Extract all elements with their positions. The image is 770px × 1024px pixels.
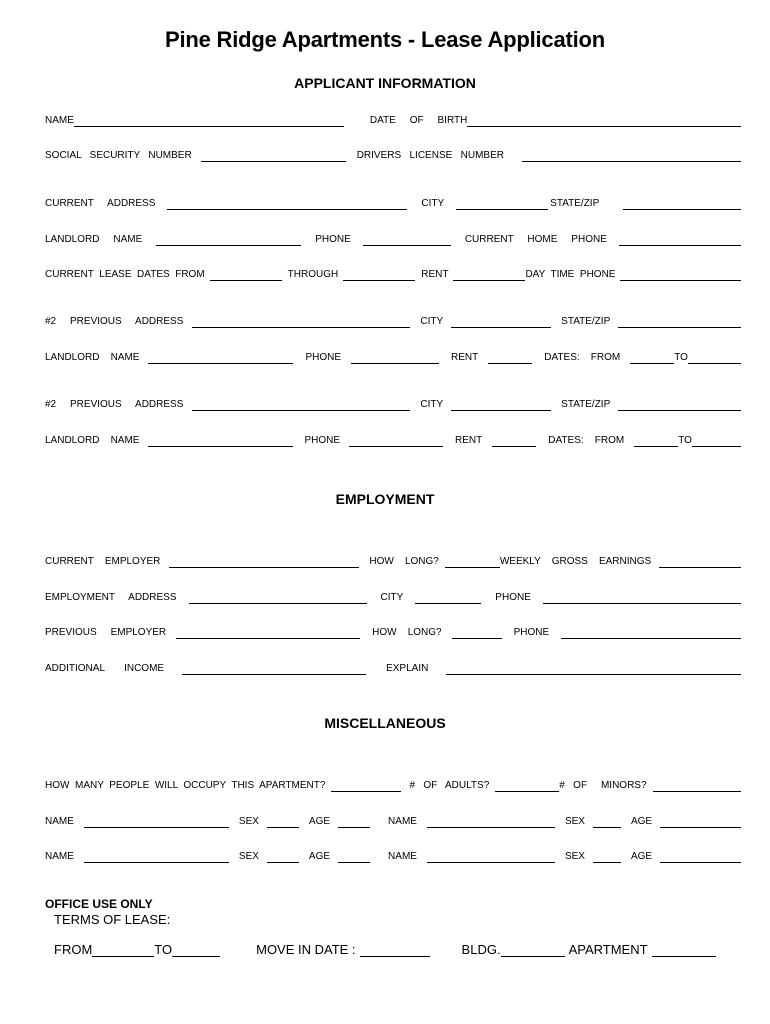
explain-field[interactable] [446,663,741,675]
move-in-date-field[interactable] [360,942,430,957]
prev1-phone-label: PHONE [305,352,342,363]
landlord-phone-field[interactable] [363,234,451,246]
prev2-phone-label: PHONE [304,435,341,446]
occupant1-age-field[interactable] [338,816,370,828]
row-current-employer [45,554,743,568]
num-minors-label: # OF MINORS? [559,780,647,791]
dob-field[interactable] [467,115,741,127]
occupant3-name-field[interactable] [84,851,229,863]
prev2-to-field[interactable] [692,435,741,447]
occupant4-name-label: NAME [388,851,417,862]
prev2-city-field[interactable] [451,399,551,411]
row-current-address [45,196,743,210]
lease-through-field[interactable] [343,269,415,281]
office-to-field[interactable] [172,942,220,957]
prev1-address-field[interactable] [192,316,410,328]
occupant3-age-field[interactable] [338,851,370,863]
row-occupant-1 [45,814,743,828]
prev2-rent-label: RENT [455,435,483,446]
row-occupant-2 [45,849,743,863]
day-time-phone-field[interactable] [620,269,741,281]
office-to-label: TO [154,942,173,957]
occupant4-sex-field[interactable] [593,851,621,863]
ssn-field[interactable] [201,150,346,162]
landlord-name-field[interactable] [156,234,301,246]
prev1-city-label: CITY [420,316,444,327]
previous-phone-label: PHONE [513,627,550,638]
bldg-field[interactable] [501,942,565,957]
section-applicant-information: APPLICANT INFORMATION [294,75,476,91]
num-adults-label: # OF ADULTS? [409,780,490,791]
occupant2-sex-label: SEX [564,816,585,827]
row-employment-address [45,590,743,604]
ssn-label: SOCIAL SECURITY NUMBER [45,150,192,161]
current-employer-field[interactable] [169,556,359,568]
occupant1-sex-field[interactable] [267,816,299,828]
employment-address-label: EMPLOYMENT ADDRESS [45,592,177,603]
occupant4-age-field[interactable] [660,851,741,863]
lease-from-field[interactable] [210,269,282,281]
explain-label: EXPLAIN [386,663,429,674]
row-additional-income [45,661,743,675]
section-miscellaneous: MISCELLANEOUS [324,715,446,731]
occupant4-sex-label: SEX [564,851,585,862]
occupant3-age-label: AGE [308,851,331,862]
rent-field[interactable] [453,269,525,281]
prev1-address-label: #2 PREVIOUS ADDRESS [45,316,184,327]
occupant3-sex-field[interactable] [267,851,299,863]
weekly-gross-field[interactable] [659,556,741,568]
prev1-dates-from-label: DATES: FROM [544,352,621,363]
employment-phone-field[interactable] [543,592,741,604]
office-use-only-title: OFFICE USE ONLY [45,897,153,911]
page-title: Pine Ridge Apartments - Lease Application [164,27,606,52]
occupant2-age-field[interactable] [660,816,741,828]
prev1-city-field[interactable] [451,316,551,328]
row-prev2-landlord [45,433,743,447]
prev1-phone-field[interactable] [351,352,439,364]
prev1-landlord-name-label: LANDLORD NAME [45,352,140,363]
prev2-rent-field[interactable] [492,435,536,447]
how-long-label: HOW LONG? [369,556,439,567]
prev2-address-label: #2 PREVIOUS ADDRESS [45,399,184,410]
prev2-city-label: CITY [420,399,444,410]
additional-income-label: ADDITIONAL INCOME [45,663,165,674]
occupant1-sex-label: SEX [238,816,259,827]
apartment-field[interactable] [652,942,716,957]
employment-address-field[interactable] [189,592,367,604]
previous-phone-field[interactable] [561,627,741,639]
dl-field[interactable] [522,150,741,162]
prev2-dates-from-field[interactable] [634,435,678,447]
prev1-to-label: TO [674,352,688,363]
occupant1-name-label: NAME [45,816,74,827]
prev1-landlord-name-field[interactable] [148,352,293,364]
weekly-gross-label: WEEKLY GROSS EARNINGS [499,556,652,567]
prev1-rent-field[interactable] [488,352,532,364]
employment-phone-label: PHONE [495,592,531,603]
day-time-phone-label: DAY TIME PHONE [525,269,616,280]
prev1-dates-from-field[interactable] [630,352,674,364]
section-employment: EMPLOYMENT [335,491,435,507]
prev2-dates-from-label: DATES: FROM [548,435,625,446]
current-address-field[interactable] [167,198,407,210]
rent-label: RENT [421,269,449,280]
occupant4-name-field[interactable] [427,851,555,863]
row-previous-employer [45,625,743,639]
prev1-to-field[interactable] [688,352,741,364]
row-name-dob [45,113,743,127]
how-many-people-field[interactable] [331,780,401,792]
occupant2-sex-field[interactable] [593,816,621,828]
dl-label: DRIVERS LICENSE NUMBER [356,150,504,161]
prev2-address-field[interactable] [192,399,410,411]
landlord-phone-label: PHONE [315,234,351,245]
occupant3-sex-label: SEX [238,851,259,862]
occupant2-name-field[interactable] [427,816,555,828]
state-zip-field[interactable] [623,198,741,210]
occupant2-age-label: AGE [630,816,653,827]
previous-how-long-label: HOW LONG? [372,627,442,638]
current-employer-label: CURRENT EMPLOYER [45,556,161,567]
employment-city-field[interactable] [415,592,481,604]
prev2-state-zip-field[interactable] [618,399,741,411]
row-ssn-dl [45,148,743,162]
previous-how-long-field[interactable] [452,627,502,639]
dob-label: DATE OF BIRTH [369,115,468,126]
prev2-state-zip-label: STATE/ZIP [561,399,611,410]
occupant3-name-label: NAME [45,851,74,862]
prev2-landlord-name-field[interactable] [148,435,293,447]
name-field[interactable] [74,115,344,127]
office-from-label: FROM [54,942,93,957]
city-label: CITY [421,198,445,209]
row-occupants [45,778,743,792]
row-prev1-address [45,314,743,328]
prev1-rent-label: RENT [451,352,479,363]
row-landlord [45,232,743,246]
prev2-to-label: TO [678,435,692,446]
row-prev2-address [45,397,743,411]
city-field[interactable] [456,198,548,210]
name-label: NAME [45,115,74,126]
occupant2-name-label: NAME [388,816,417,827]
num-minors-field[interactable] [653,780,741,792]
employment-city-label: CITY [380,592,404,603]
apartment-label: APARTMENT [568,942,648,957]
prev2-landlord-name-label: LANDLORD NAME [45,435,140,446]
additional-income-field[interactable] [182,663,366,675]
prev2-phone-field[interactable] [349,435,443,447]
current-address-label: CURRENT ADDRESS [45,198,156,209]
occupant1-age-label: AGE [308,816,331,827]
office-from-field[interactable] [92,942,154,957]
row-prev1-landlord [45,350,743,364]
lease-dates-from-label: CURRENT LEASE DATES FROM [45,269,205,280]
num-adults-field[interactable] [495,780,559,792]
move-in-date-label: MOVE IN DATE : [256,942,356,957]
state-zip-label: STATE/ZIP [550,198,600,209]
row-lease-dates [45,267,743,281]
occupant4-age-label: AGE [630,851,653,862]
through-label: THROUGH [287,269,339,280]
landlord-name-label: LANDLORD NAME [45,234,143,245]
occupant1-name-field[interactable] [84,816,229,828]
prev1-state-zip-label: STATE/ZIP [561,316,611,327]
how-many-people-label: HOW MANY PEOPLE WILL OCCUPY THIS APARTMENT? [45,780,326,791]
terms-of-lease-label: TERMS OF LEASE: [54,912,171,927]
prev1-state-zip-field[interactable] [618,316,741,328]
current-home-phone-field[interactable] [619,234,741,246]
how-long-field[interactable] [445,556,500,568]
previous-employer-label: PREVIOUS EMPLOYER [45,627,167,638]
previous-employer-field[interactable] [176,627,360,639]
bldg-label: BLDG. [461,942,501,957]
row-office-use [54,940,744,957]
current-home-phone-label: CURRENT HOME PHONE [464,234,607,245]
